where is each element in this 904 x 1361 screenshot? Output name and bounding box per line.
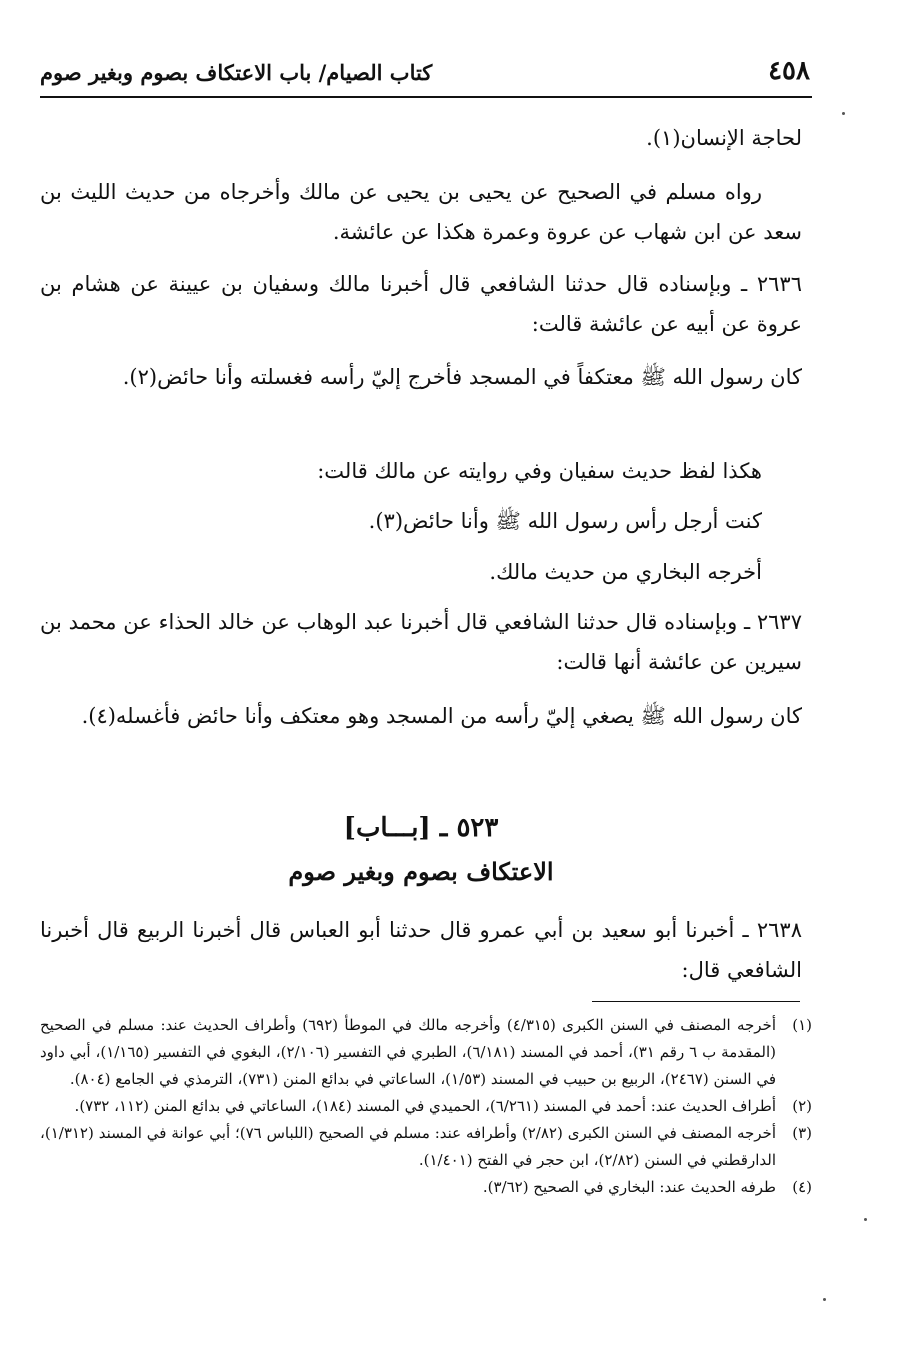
body-block-9: [40, 696, 802, 736]
body-block-3: [40, 264, 802, 344]
footnotes: [40, 1012, 812, 1201]
footnote-mark: (٣): [792, 1124, 812, 1142]
scan-speck: [864, 1218, 867, 1221]
footnote-rule: [592, 1001, 800, 1002]
scan-speck: [823, 1298, 826, 1301]
paragraph-4: كان رسول الله ﷺ معتكفاً في المسجد فأخرج إليّ رأسه فغسلته وأنا حائض(٢).: [122, 365, 802, 389]
paragraph-1: لحاجة الإنسان(١).: [646, 126, 802, 150]
chapter-title: الاعتكاف بصوم وبغير صوم: [288, 857, 554, 886]
footnote-text: أطراف الحديث عند: أحمد في المسند (٦/٢٦١)، الحميدي في المسند (١٨٤)، الساعاتي في بدائع المنن (١١٢، ٧٣٢).: [74, 1097, 776, 1115]
body-block-5: [40, 451, 802, 491]
body-block-10: [40, 910, 802, 990]
chapter-number: ٥٢٣ ـ [بـــاب]: [343, 813, 499, 843]
footnote-4: [40, 1174, 812, 1201]
footnote-mark: (١): [792, 1016, 812, 1034]
body-block-1: [40, 118, 802, 158]
hadith-2637: ٢٦٣٧ ـ وبإسناده قال حدثنا الشافعي قال أخبرنا عبد الوهاب عن خالد الحذاء عن محمد بن سيرين عن عائشة أنها قالت:: [40, 610, 802, 674]
running-header: [40, 52, 810, 96]
footnote-text: أخرجه المصنف في السنن الكبرى (٤/٣١٥) وأخرجه مالك في الموطأ (٦٩٢) وأطراف الحديث عند: مسلم في الصحيح (المقدمة ب ٦ رقم ٣١)، أحمد في المسند (٦/١٨١)، الطبري في التفسير (٢/١٠٦)، البغوي في التفسير (١/١٦٥)، أبي داود في السنن (٢٤٦٧)، الربيع بن حبيب في المسند (١/٥٣)، الساعاتي في بدائع المنن (٧٣١)، الترمذي في الجامع (٨٠٤).: [40, 1016, 776, 1088]
paragraph-2: رواه مسلم في الصحيح عن يحيى بن يحيى عن مالك وأخرجاه من حديث الليث بن سعد عن ابن شهاب عن عروة وعمرة هكذا عن عائشة.: [40, 180, 802, 244]
paragraph-5: هكذا لفظ حديث سفيان وفي روايته عن مالك قالت:: [317, 459, 762, 483]
scan-speck: [842, 112, 845, 115]
paragraph-6: كنت أرجل رأس رسول الله ﷺ وأنا حائض(٣).: [368, 509, 762, 533]
page-number: ٤٥٨: [768, 56, 810, 86]
body-block-6: [40, 501, 802, 541]
header-rule: [40, 96, 812, 98]
paragraph-9: كان رسول الله ﷺ يصغي إليّ رأسه من المسجد وهو معتكف وأنا حائض فأغسله(٤).: [81, 704, 802, 728]
hadith-2636: ٢٦٣٦ ـ وبإسناده قال حدثنا الشافعي قال أخبرنا مالك وسفيان بن عيينة عن هشام بن عروة عن أبيه عن عائشة قالت:: [40, 272, 802, 336]
body-block-7: [40, 552, 802, 592]
running-title: كتاب الصيام/ باب الاعتكاف بصوم وبغير صوم: [40, 60, 433, 85]
footnote-1: [40, 1012, 812, 1093]
footnote-3: [40, 1120, 812, 1174]
footnote-2: [40, 1093, 812, 1120]
footnote-text: طرفه الحديث عند: البخاري في الصحيح (٣/٦٢).: [482, 1178, 776, 1196]
body-block-2: [40, 172, 802, 252]
body-block-4: [40, 357, 802, 397]
hadith-2638: ٢٦٣٨ ـ أخبرنا أبو سعيد بن أبي عمرو قال حدثنا أبو العباس قال أخبرنا الربيع قال أخبرنا الشافعي قال:: [40, 918, 802, 982]
footnote-mark: (٤): [792, 1178, 812, 1196]
footnote-text: أخرجه المصنف في السنن الكبرى (٢/٨٢) وأطرافه عند: مسلم في الصحيح (اللباس ٧٦)؛ أبي عوانة في المسند (١/٣١٢)، الدارقطني في السنن (٢/٨٢)، ابن حجر في الفتح (١/٤٠١).: [40, 1124, 776, 1169]
footnote-mark: (٢): [792, 1097, 812, 1115]
body-block-8: [40, 602, 802, 682]
paragraph-7: أخرجه البخاري من حديث مالك.: [489, 560, 762, 584]
